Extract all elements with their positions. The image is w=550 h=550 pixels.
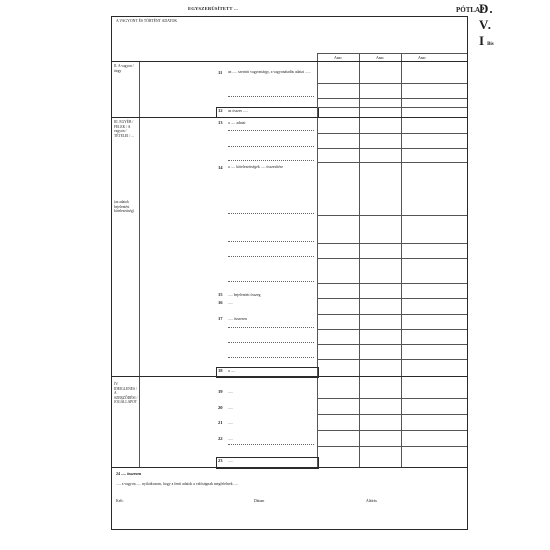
row-number: 11 (218, 70, 223, 75)
section-label-3: III. EGYÉB / FELEK / A vagyon / TÉTELEI / ... (114, 120, 134, 138)
row-text: ..... (228, 390, 233, 394)
row-number: 21 (218, 420, 223, 425)
row-text: ..... (228, 459, 233, 463)
row-number: 13 (218, 120, 223, 125)
column-header-2: Ами (376, 55, 384, 60)
row-text: a ..... kötelezettségek ..... összesítése (228, 165, 284, 169)
row-text: az ..... szerinti vagyontárgy, a vagyonátadás adatai ...... (228, 70, 311, 74)
row-number: 18 (218, 368, 223, 373)
row-text: ..... (228, 301, 233, 305)
row-text: ..... (228, 421, 233, 425)
row-text: a ..... adatai (228, 121, 246, 125)
row-text: ..... bejelentett összeg (228, 293, 261, 297)
place-label: Kelt: (116, 499, 124, 503)
form-sheet (76, 0, 494, 530)
row-text: ..... összesen (228, 317, 247, 321)
form-code: D. V. I Bis (479, 1, 494, 48)
top-box-label: A VAGYONT ÉS TÖRTÉNT ADATOK (116, 19, 178, 23)
row-text: az összes ..... (228, 109, 248, 113)
column-header-3: Ами (418, 55, 426, 60)
row-number: 17 (218, 316, 223, 321)
form-title: EGYSZERŰSÍTETT ... (188, 6, 238, 11)
row-number: 19 (218, 389, 223, 394)
date-label: Dátum (254, 499, 265, 503)
row-number: 15 (218, 292, 223, 297)
row-number: 23 (218, 458, 223, 463)
row-number: 12 (218, 108, 223, 113)
row-number: 16 (218, 300, 223, 305)
row-number: 20 (218, 405, 223, 410)
row-text: a ..... (228, 369, 236, 373)
row-number: 22 (218, 436, 223, 441)
row-number: 14 (218, 165, 223, 170)
supplement-label: PÓTLAP (456, 6, 485, 14)
column-header-1: Ами (334, 55, 342, 60)
section-label-4: IV. IDEIGLENES / A SZERZŐDÉSI / JOGÁLLAPOT (114, 382, 138, 405)
row-text: ..... (228, 406, 233, 410)
total-row: 24 ..... összesen (116, 471, 142, 476)
section-label-2: II. A vagyon / tárgy (114, 64, 134, 73)
signature-label: Aláírás (366, 499, 377, 503)
declaration-note: ..... a vagyon ..... nyilatkozom, hogy a fenti adatok a valóságnak megfelelnek ..... (116, 482, 239, 486)
row-text: ..... (228, 437, 233, 441)
section-note-3: (az adatok bejelentési kötelezettség) (114, 200, 134, 214)
